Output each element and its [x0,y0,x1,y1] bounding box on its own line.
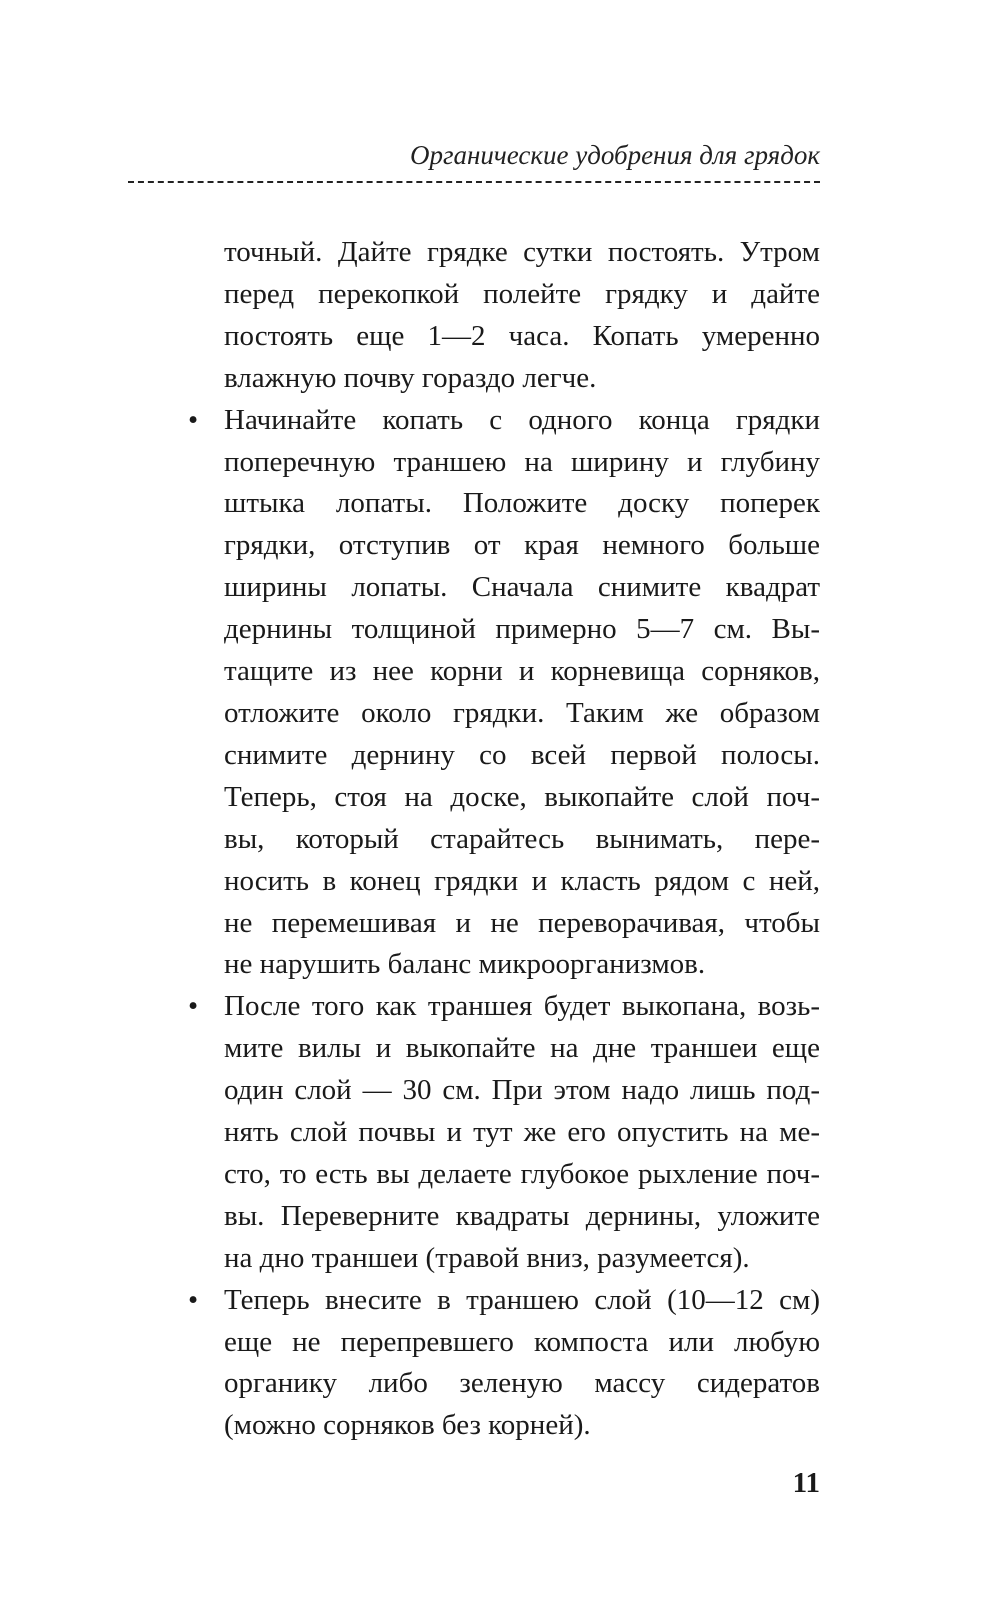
text-line: влажную почву гораздо легче. [224,361,597,394]
text-line: Теперь внесите в траншею слой (10—12 см) [224,1283,820,1316]
text-line: грядки, отступив от края немного больше [224,529,820,562]
text-line: органику либо зеленую массу сидератов [224,1367,820,1400]
text-line: перед перекопкой полейте грядку и дайте [224,277,820,310]
text-line: вы, который старайтесь вынимать, пере- [224,822,820,855]
text-line: нять слой почвы и тут же его опустить на ме- [224,1116,820,1149]
text-line: мите вилы и выкопайте на дне траншеи еще [224,1032,820,1065]
bullet-marker: • [188,403,199,436]
text-line: Теперь, стоя на доске, выкопайте слой поч- [224,780,820,813]
text-line: Начинайте копать с одного конца грядки [224,403,820,436]
text-line: вы. Переверните квадраты дернины, уложите [224,1199,820,1232]
text-line: тащите из нее корни и корневища сорняков, [224,655,820,688]
text-line: (можно сорняков без корней). [224,1409,591,1442]
text-line: не перемешивая и не переворачивая, чтобы [224,906,820,939]
text-line: снимите дернину со всей первой полосы. [224,738,820,771]
page-body [188,232,820,1447]
text-line: постоять еще 1—2 часа. Копать умеренно [224,319,820,352]
text-line: дернины толщиной примерно 5—7 см. Вы- [224,613,820,646]
text-line: отложите около грядки. Таким же образом [224,696,820,729]
text-line: точный. Дайте грядке сутки постоять. Утром [224,236,820,268]
bullet-marker: • [188,990,199,1023]
bullet-item-2 [188,986,820,1279]
text-line: не нарушить баланс микроорганизмов. [224,948,706,981]
page-number: 11 [792,1467,820,1499]
text-line: штыка лопаты. Положите доску поперек [224,487,820,520]
header-dashed-rule [128,181,820,183]
bullet-item-1 [188,400,820,987]
text-line: один слой — 30 см. При этом надо лишь под- [224,1074,820,1107]
intro-paragraph [188,232,820,400]
text-line: поперечную траншею на ширину и глубину [224,445,820,478]
text-line: ширины лопаты. Сначала снимите квадрат [224,571,820,604]
text-line: еще не перепревшего компоста или любую [224,1325,820,1358]
running-header-title: Органические удобрения для грядок [410,140,820,170]
text-line: сто, то есть вы делаете глубокое рыхление поч- [224,1157,820,1190]
bullet-item-3 [188,1280,820,1448]
text-line: После того как траншея будет выкопана, возь- [224,990,820,1023]
text-line: на дно траншеи (травой вниз, разумеется). [224,1241,750,1274]
text-line: носить в конец грядки и класть рядом с ней, [224,864,820,897]
bullet-marker: • [188,1283,199,1316]
